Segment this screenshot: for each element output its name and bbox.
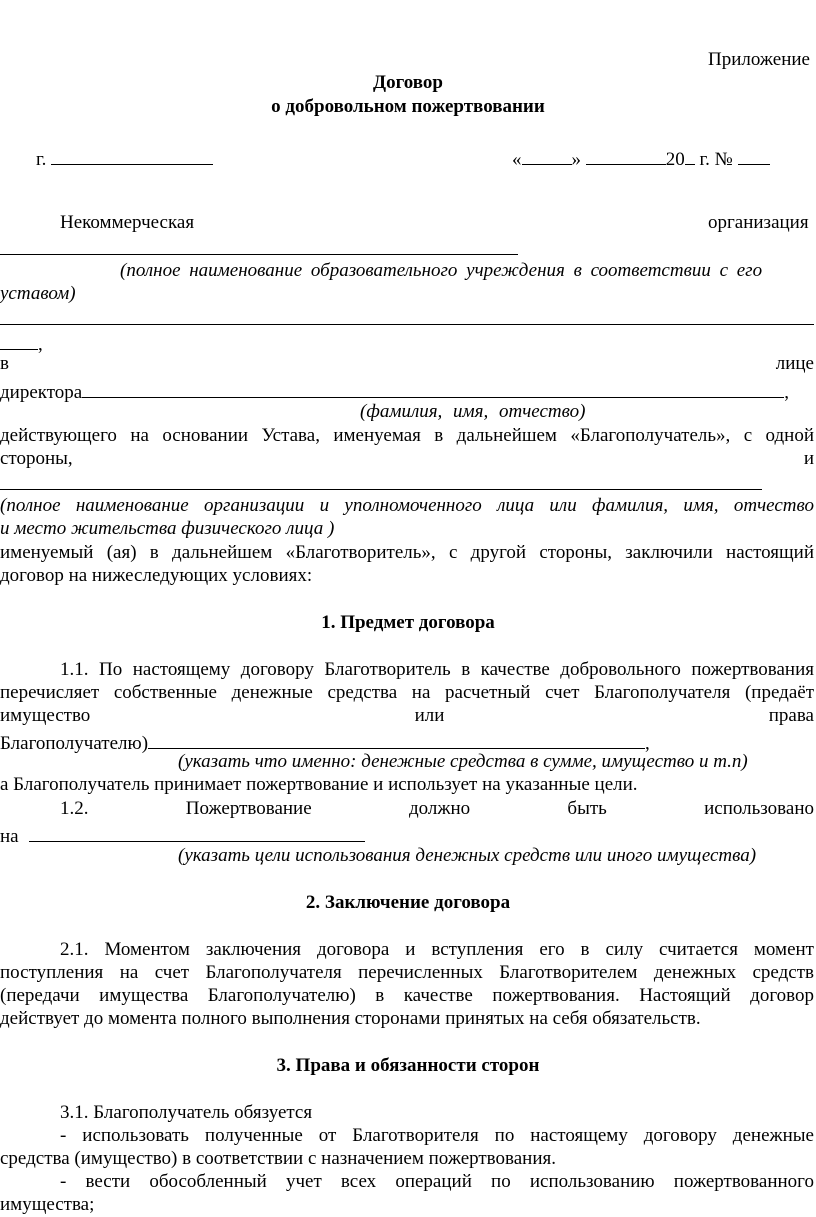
number-label: г. №: [699, 149, 733, 170]
institution-name-blank[interactable]: [0, 254, 518, 255]
appendix-label: Приложение: [708, 49, 810, 70]
institution-hint-cont: уставом): [0, 283, 76, 304]
purpose-field[interactable]: [0, 822, 365, 846]
rights-word: права: [768, 705, 814, 726]
p2-number: 1.2.: [60, 798, 89, 819]
fio-hint: (фамилия, имя, отчество): [360, 401, 586, 422]
person-word: лице: [775, 353, 814, 374]
director-comma: ,: [784, 382, 789, 403]
year-prefix: 20: [665, 149, 685, 170]
beneficiary-label: Благополучателю): [0, 733, 149, 754]
p2-word-be: быть: [567, 798, 607, 819]
day-blank[interactable]: [522, 145, 572, 165]
section-2-heading: 2. Заключение договора: [305, 892, 511, 913]
section-2-line1: 2.1. Моментом заключения договора и вступления его в силу считается момент: [60, 939, 814, 960]
org-type-label: Некоммерческая: [60, 212, 195, 233]
org-label: организация: [708, 212, 809, 233]
sides-word: стороны,: [0, 448, 73, 469]
month-blank[interactable]: [586, 145, 666, 165]
or-word: или: [414, 705, 445, 726]
section-1-p1-line5: а Благополучатель принимает пожертвование и использует на указанные цели.: [0, 774, 638, 795]
section-1-p2: [60, 799, 814, 818]
director-field[interactable]: [0, 378, 789, 402]
p2-word-must: должно: [408, 798, 471, 819]
donor-hint-cont: и место жительства физического лица ): [0, 518, 335, 539]
director-blank[interactable]: [82, 378, 784, 398]
section-2-line4: действует до момента полного выполнения сторонами принятых на себя обязательств.: [0, 1008, 701, 1029]
section-1-p1-line2: перечисляет собственные денежные средства на расчетный счет Благополучателя (предаёт: [0, 682, 814, 703]
on-word: на: [0, 826, 19, 847]
date-open-quote: «: [512, 149, 522, 170]
city-prefix: г.: [36, 149, 47, 170]
city-blank[interactable]: [51, 145, 213, 165]
section-3-line3: средства (имущество) в соответствии с назначением пожертвования.: [0, 1148, 557, 1169]
date-close-quote: »: [571, 149, 581, 170]
what-hint: (указать что именно: денежные средства в сумме, имущество и т.п): [178, 751, 748, 772]
institution-hint: [120, 261, 814, 280]
year-blank[interactable]: [685, 145, 695, 165]
transfer-blank[interactable]: [148, 729, 645, 749]
acting-line-1: действующего на основании Устава, именуемая в дальнейшем «Благополучатель», с одной: [0, 425, 814, 446]
section-1-p1-line3: [0, 706, 814, 725]
document-subtitle: о добровольном пожертвовании: [271, 96, 545, 117]
institution-blank-end[interactable]: [0, 330, 43, 354]
comma: ,: [38, 334, 43, 355]
institution-hint-text: (полное наименование образовательного учреждения в соответствии с его: [120, 260, 763, 281]
section-3-heading: 3. Права и обязанности сторон: [276, 1055, 540, 1076]
p2-word-donation: Пожертвование: [185, 798, 312, 819]
section-2-line2: поступления на счет Благополучателя перечисленных Благотворителем денежных средств: [0, 962, 814, 983]
property-word: имущество: [0, 705, 91, 726]
purpose-hint: (указать цели использования денежных средств или иного имущества): [178, 845, 757, 866]
section-3-line2: - использовать полученные от Благотворителя по настоящему договору денежные: [60, 1125, 814, 1146]
institution-name-blank-2[interactable]: [0, 324, 814, 325]
city-field[interactable]: [36, 145, 213, 169]
date-number-field[interactable]: [512, 145, 770, 169]
section-3-line4: - вести обособленный учет всех операций по использованию пожертвованного: [60, 1171, 814, 1192]
donor-name-blank[interactable]: [0, 489, 762, 490]
section-2-line3: (передачи имущества Благополучателю) в качестве пожертвования. Настоящий договор: [0, 985, 814, 1006]
in-person-line: [0, 354, 814, 373]
section-1-heading: 1. Предмет договора: [321, 612, 495, 633]
beneficiary-transfer-field[interactable]: [0, 729, 650, 753]
document-title: Договор: [373, 72, 443, 93]
section-3-line5: имущества;: [0, 1194, 95, 1215]
acting-line-2: [0, 449, 814, 468]
transfer-comma: ,: [645, 733, 650, 754]
donor-hint: (полное наименование организации и уполномоченного лица или фамилия, имя, отчество: [0, 495, 814, 516]
institution-blank-3[interactable]: [0, 330, 38, 350]
p2-word-used: использовано: [704, 798, 814, 819]
in-word: в: [0, 353, 9, 374]
and-word: и: [803, 448, 814, 469]
section-3-line1: 3.1. Благополучатель обязуется: [60, 1102, 313, 1123]
named-line-2: договор на нижеследующих условиях:: [0, 565, 313, 586]
purpose-blank[interactable]: [29, 822, 365, 842]
section-1-p1-line1: 1.1. По настоящему договору Благотворитель в качестве добровольного пожертвования: [60, 659, 814, 680]
director-label: директора: [0, 382, 83, 403]
named-line-1: именуемый (ая) в дальнейшем «Благотворитель», с другой стороны, заключили настоящий: [0, 542, 814, 563]
number-blank[interactable]: [738, 145, 770, 165]
